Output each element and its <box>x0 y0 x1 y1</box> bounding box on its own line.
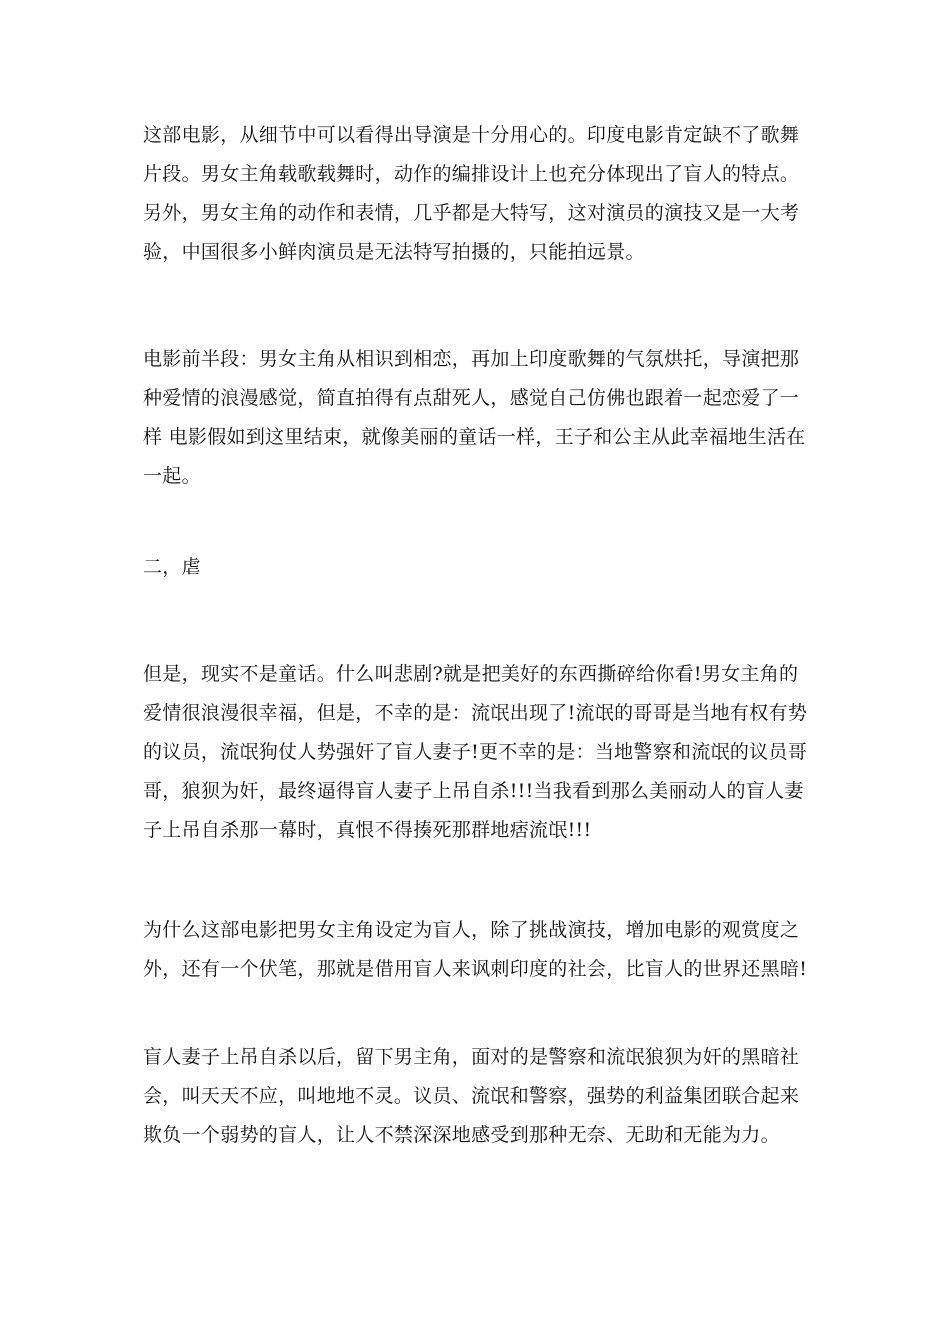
text-line: 的议员，流氓狗仗人势强奸了盲人妻子!更不幸的是：当地警察和流氓的议员哥 <box>143 741 808 763</box>
text-line: 爱情很浪漫很幸福，但是，不幸的是：流氓出现了!流氓的哥哥是当地有权有势 <box>143 702 808 724</box>
text-line: 会，叫天天不应，叫地地不灵。议员、流氓和警察，强势的利益集团联合起来 <box>143 1085 800 1107</box>
text-line: 一起。 <box>143 465 201 487</box>
text-line: 为什么这部电影把男女主角设定为盲人，除了挑战演技，增加电影的观赏度之 <box>143 919 800 941</box>
text-line: 另外，男女主角的动作和表情，几乎都是大特写，这对演员的演技又是一大考 <box>143 202 800 224</box>
paragraph-aftermath <box>143 1038 811 1155</box>
text-line: 验，中国很多小鲜肉演员是无法特写拍摄的，只能拍远景。 <box>143 241 645 263</box>
text-line: 但是，现实不是童话。什么叫悲剧?就是把美好的东西撕碎给你看!男女主角的 <box>143 663 799 685</box>
paragraph-direction-details <box>143 116 811 272</box>
text-line: 片段。男女主角载歌载舞时，动作的编排设计上也充分体现出了盲人的特点。 <box>143 163 800 185</box>
paragraph-first-half <box>143 340 811 496</box>
text-line: 样 电影假如到这里结束，就像美丽的童话一样，王子和公主从此幸福地生活在 <box>143 426 806 448</box>
text-line: 子上吊自杀那一幕时，真恨不得揍死那群地痞流氓!!! <box>143 819 592 841</box>
text-line: 种爱情的浪漫感觉，简直拍得有点甜死人，感觉自己仿佛也跟着一起恋爱了一 <box>143 387 800 409</box>
paragraph-blind-metaphor <box>143 911 811 989</box>
text-line: 电影前半段：男女主角从相识到相恋，再加上印度歌舞的气氛烘托，导演把那 <box>143 348 800 370</box>
text-line: 外，还有一个伏笔，那就是借用盲人来讽刺印度的社会，比盲人的世界还黑暗! <box>143 958 808 980</box>
text-line: 这部电影，从细节中可以看得出导演是十分用心的。印度电影肯定缺不了歌舞 <box>143 124 800 146</box>
paragraph-tragedy <box>143 655 811 850</box>
text-line: 哥，狼狈为奸，最终逼得盲人妻子上吊自杀!!!当我看到那么美丽动人的盲人妻 <box>143 780 804 802</box>
section-heading <box>143 548 811 587</box>
heading-text: 二，虐 <box>143 556 201 578</box>
text-line: 盲人妻子上吊自杀以后，留下男主角，面对的是警察和流氓狼狈为奸的黑暗社 <box>143 1046 800 1068</box>
text-line: 欺负一个弱势的盲人，让人不禁深深地感受到那种无奈、无助和无能为力。 <box>143 1124 780 1146</box>
